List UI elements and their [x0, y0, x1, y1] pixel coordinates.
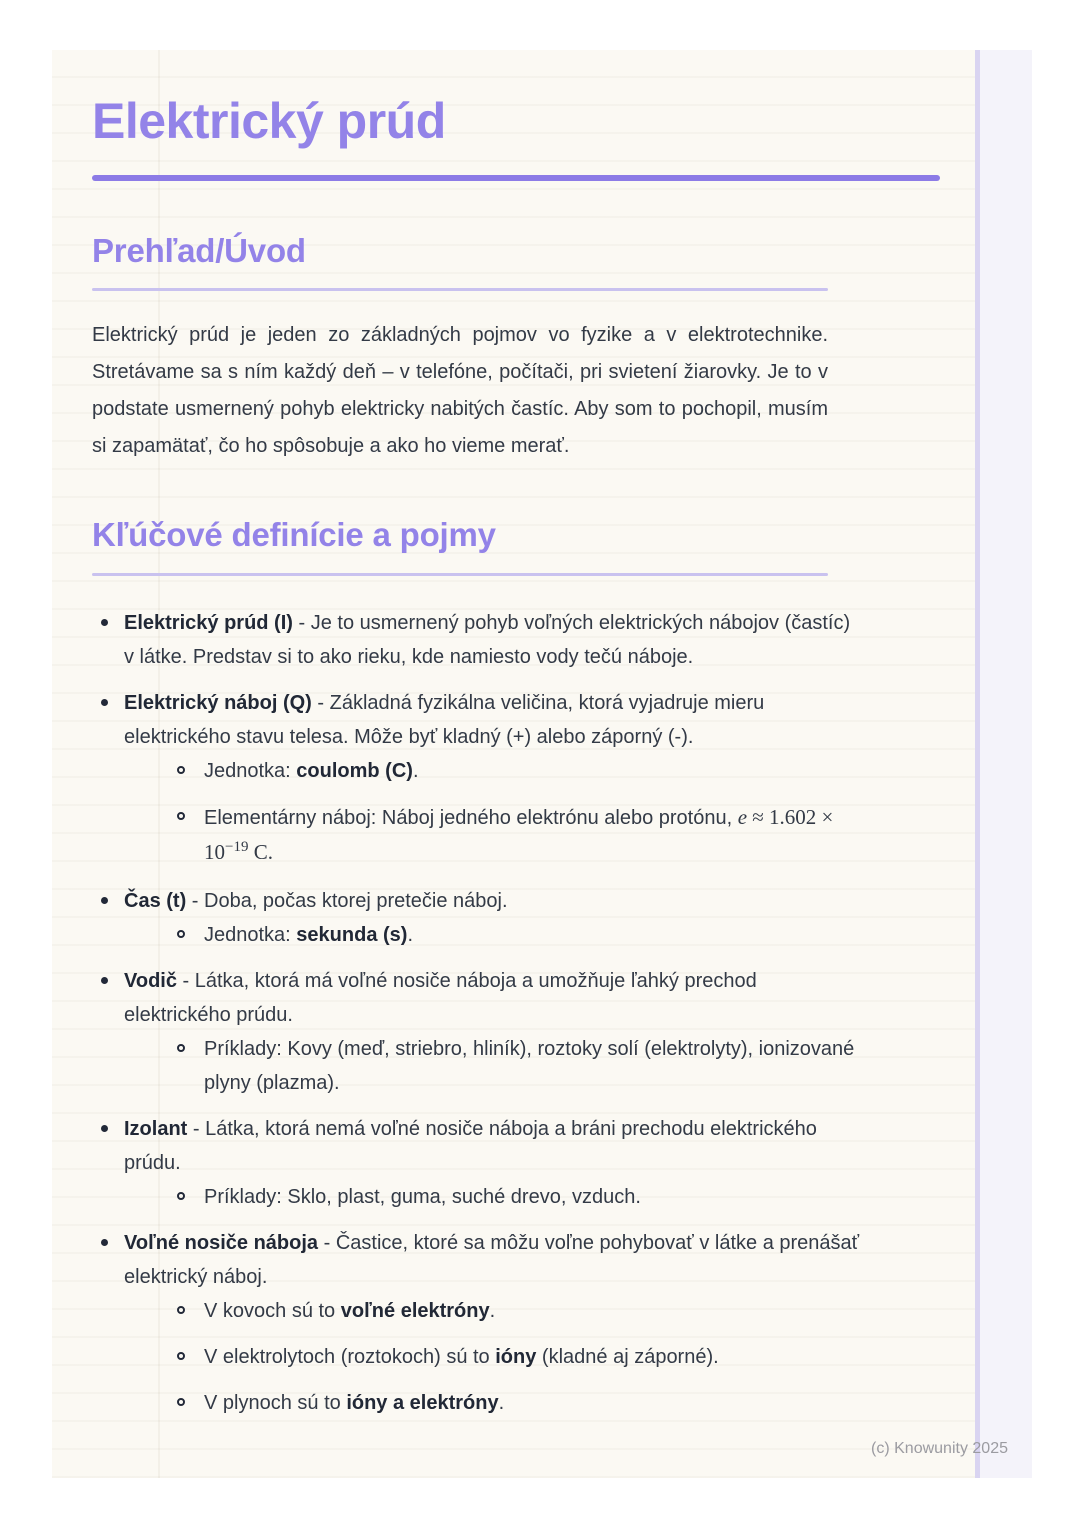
- definition-sublist: [170, 1180, 862, 1214]
- section-heading-intro: Prehľad/Úvod: [92, 231, 306, 269]
- definition-sublist: [170, 918, 862, 952]
- definition-item: [92, 1226, 862, 1420]
- term-text: sekunda (s): [296, 923, 408, 946]
- segment-text: V kovoch sú to: [204, 1299, 341, 1322]
- intro-divider: [92, 288, 828, 291]
- definition-item: [92, 606, 862, 674]
- definition-sublist: [170, 754, 862, 872]
- definition-subitem: [170, 800, 862, 872]
- segment-text: V plynoch sú to: [204, 1391, 347, 1414]
- definitions-list: [92, 606, 862, 1420]
- segment-text: V elektrolytoch (roztokoch) sú to: [204, 1345, 496, 1368]
- term-text: Vodič: [124, 969, 177, 992]
- definition-item: [92, 686, 862, 872]
- term-text: voľné elektróny: [340, 1299, 490, 1322]
- segment-text: .: [407, 923, 414, 946]
- term-text: Izolant: [124, 1117, 188, 1140]
- right-margin-strip: [975, 50, 1032, 1478]
- definition-subitem: [170, 918, 862, 952]
- definition-subitem: [170, 754, 862, 788]
- segment-text: Jednotka:: [204, 759, 297, 782]
- segment-text: - Častice, ktoré sa môžu voľne pohybovať v látke a prenášať elektrický náboj.: [124, 1231, 860, 1288]
- segment-text: Jednotka:: [204, 923, 297, 946]
- intro-paragraph: Elektrický prúd je jeden zo základných pojmov vo fyzike a v elektrotechnike. Stretávame sa s ním každý deň – v telefóne, počítači, pri svietení žiarovky. Je to v podstate usmernený pohyb elektricky nabitých častíc. Aby som to pochopil, musím si zapamätať, čo ho spôsobuje a ako ho vieme merať.: [92, 324, 828, 458]
- term-text: Elektrický náboj (Q): [124, 691, 312, 714]
- segment-text: ≈ 1.602 × 10: [204, 804, 834, 864]
- segment-text: - Je to usmernený pohyb voľných elektrických nábojov (častíc) v látke. Predstav si to ako rieku, kde namiesto vody tečú náboje.: [124, 611, 851, 668]
- segment-text: C.: [248, 839, 273, 864]
- term-text: Čas (t): [124, 889, 187, 912]
- segment-text: −19: [225, 838, 249, 855]
- section-heading-definitions: Kľúčové definície a pojmy: [92, 516, 496, 554]
- definition-sublist: [170, 1032, 862, 1100]
- term-text: Voľné nosiče náboja: [124, 1231, 319, 1254]
- definition-item: [92, 884, 862, 952]
- definition-subitem: [170, 1294, 862, 1328]
- definition-subitem: [170, 1180, 862, 1214]
- term-text: coulomb (C): [296, 759, 413, 782]
- definitions-divider: [92, 573, 828, 576]
- segment-text: .: [412, 759, 419, 782]
- segment-text: Príklady: Sklo, plast, guma, suché drevo, vzduch.: [204, 1185, 641, 1208]
- segment-text: - Látka, ktorá má voľné nosiče náboja a umožňuje ľahký prechod elektrického prúdu.: [124, 969, 757, 1026]
- document-content: [92, 50, 940, 1432]
- term-text: Elektrický prúd (I): [124, 611, 293, 634]
- segment-text: - Látka, ktorá nemá voľné nosiče náboja a bráni prechodu elektrického prúdu.: [124, 1117, 817, 1174]
- segment-text: .: [498, 1391, 505, 1414]
- segment-text: Elementárny náboj: Náboj jedného elektrónu alebo protónu,: [204, 806, 738, 829]
- page-title: Elektrický prúd: [92, 93, 446, 149]
- definition-subitem: [170, 1340, 862, 1374]
- segment-text: .: [489, 1299, 496, 1322]
- copyright-footer: (c) Knowunity 2025: [871, 1440, 1008, 1457]
- term-text: ióny: [495, 1345, 537, 1368]
- definition-sublist: [170, 1294, 862, 1420]
- title-divider: [92, 175, 940, 181]
- definition-item: [92, 1112, 862, 1214]
- segment-text: - Základná fyzikálna veličina, ktorá vyjadruje mieru elektrického stavu telesa. Môže byť kladný (+) alebo záporný (-).: [124, 691, 765, 748]
- segment-text: e: [737, 804, 748, 829]
- definition-subitem: [170, 1386, 862, 1420]
- term-text: ióny a elektróny: [346, 1391, 499, 1414]
- definition-subitem: [170, 1032, 862, 1100]
- segment-text: - Doba, počas ktorej pretečie náboj.: [186, 889, 508, 912]
- segment-text: (kladné aj záporné).: [536, 1345, 719, 1368]
- document-page: [52, 50, 1032, 1478]
- segment-text: Príklady: Kovy (meď, striebro, hliník), roztoky solí (elektrolyty), ionizované plyny (plazma).: [204, 1037, 855, 1094]
- definition-item: [92, 964, 862, 1100]
